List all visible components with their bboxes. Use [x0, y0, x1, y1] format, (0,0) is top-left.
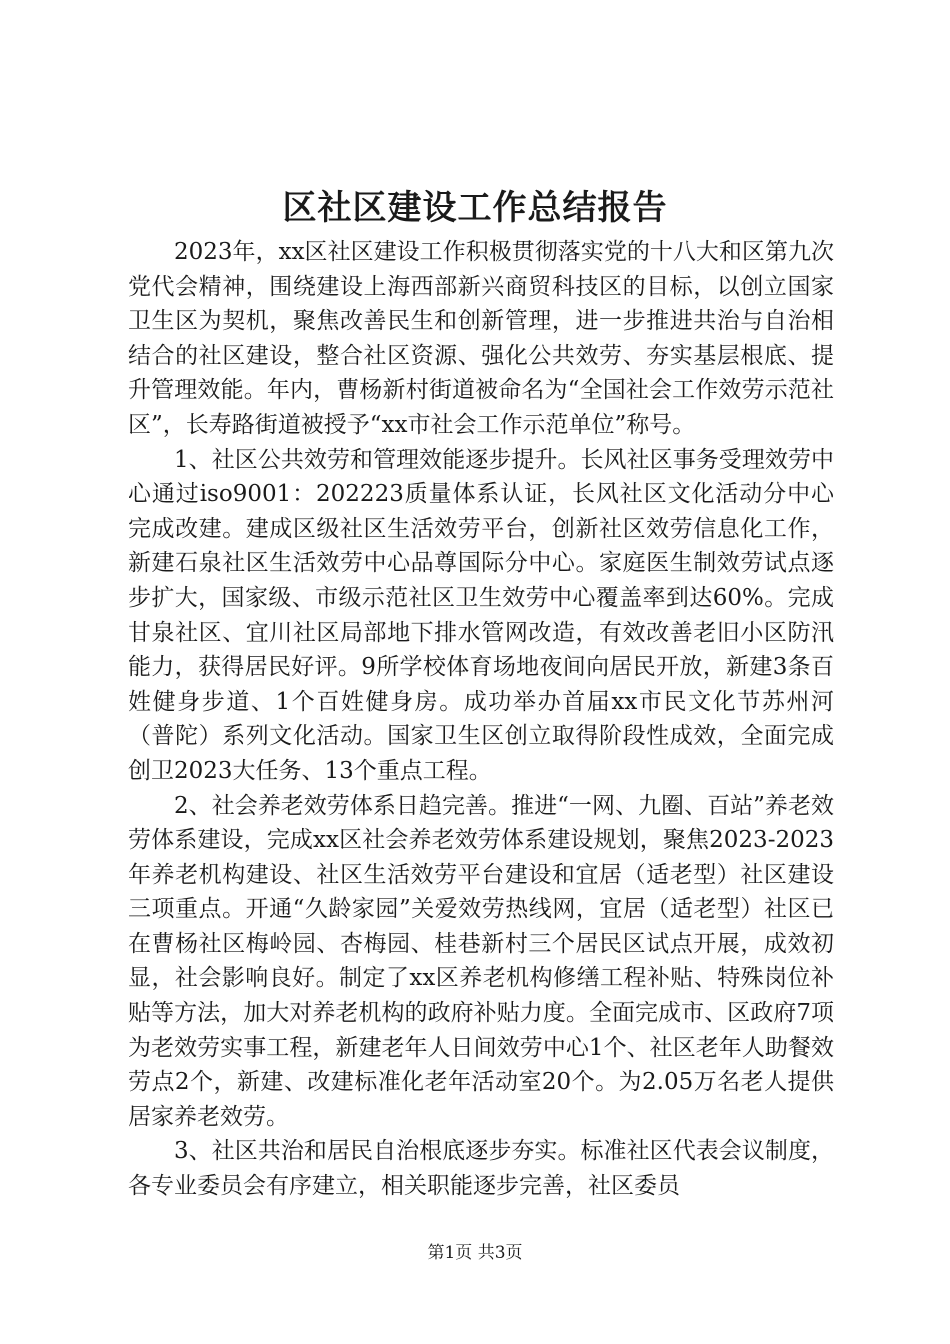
- document-title: 区社区建设工作总结报告: [282, 188, 668, 228]
- paragraph-section-3: 3、社区共治和居民自治根底逐步夯实。标准社区代表会议制度，各专业委员会有序建立，相关职能逐步完善，社区委员: [128, 1138, 834, 1200]
- paragraph-section-1: 1、社区公共效劳和管理效能逐步提升。长风社区事务受理效劳中心通过iso9001：202223质量体系认证，长风社区文化活动分中心完成改建。建成区级社区生活效劳平台，创新社区效劳信息化工作，新建石泉社区生活效劳中心品尊国际分中心。家庭医生制效劳试点逐步扩大，国家级、市级示范社区卫生效劳中心覆盖率到达60%。完成甘泉社区、宜川社区局部地下排水管网改造，有效改善老旧小区防汛能力，获得居民好评。9所学校体育场地夜间向居民开放，新建3条百姓健身步道、1个百姓健身房。成功举办首届xx市民文化节苏州河（普陀）系列文化活动。国家卫生区创立取得阶段性成效，全面完成创卫2023大任务、13个重点工程。: [128, 446, 834, 784]
- paragraph-section-2: 2、社会养老效劳体系日趋完善。推进“一网、九圈、百站”养老效劳体系建设，完成xx区社会养老效劳体系建设规划，聚焦2023-2023年养老机构建设、社区生活效劳平台建设和宜居（适老型）社区建设三项重点。开通“久龄家园”关爱效劳热线网，宜居（适老型）社区已在曹杨社区梅岭园、杏梅园、桂巷新村三个居民区试点开展，成效初显，社会影响良好。制定了xx区养老机构修缮工程补贴、特殊岗位补贴等方法，加大对养老机构的政府补贴力度。全面完成市、区政府7项为老效劳实事工程，新建老年人日间效劳中心1个、社区老年人助餐效劳点2个，新建、改建标准化老年活动室20个。为2.05万名老人提供居家养老效劳。: [128, 792, 834, 1130]
- document-body: [128, 235, 834, 1204]
- page-number-footer: 第1页 共3页: [427, 1243, 523, 1263]
- paragraph-intro: 2023年，xx区社区建设工作积极贯彻落实党的十八大和区第九次党代会精神，围绕建设上海西部新兴商贸科技区的目标，以创立国家卫生区为契机，聚焦改善民生和创新管理，进一步推进共治与自治相结合的社区建设，整合社区资源、强化公共效劳、夯实基层根底、提升管理效能。年内，曹杨新村街道被命名为“全国社会工作效劳示范社区”，长寿路街道被授予“xx市社会工作示范单位”称号。: [128, 239, 834, 438]
